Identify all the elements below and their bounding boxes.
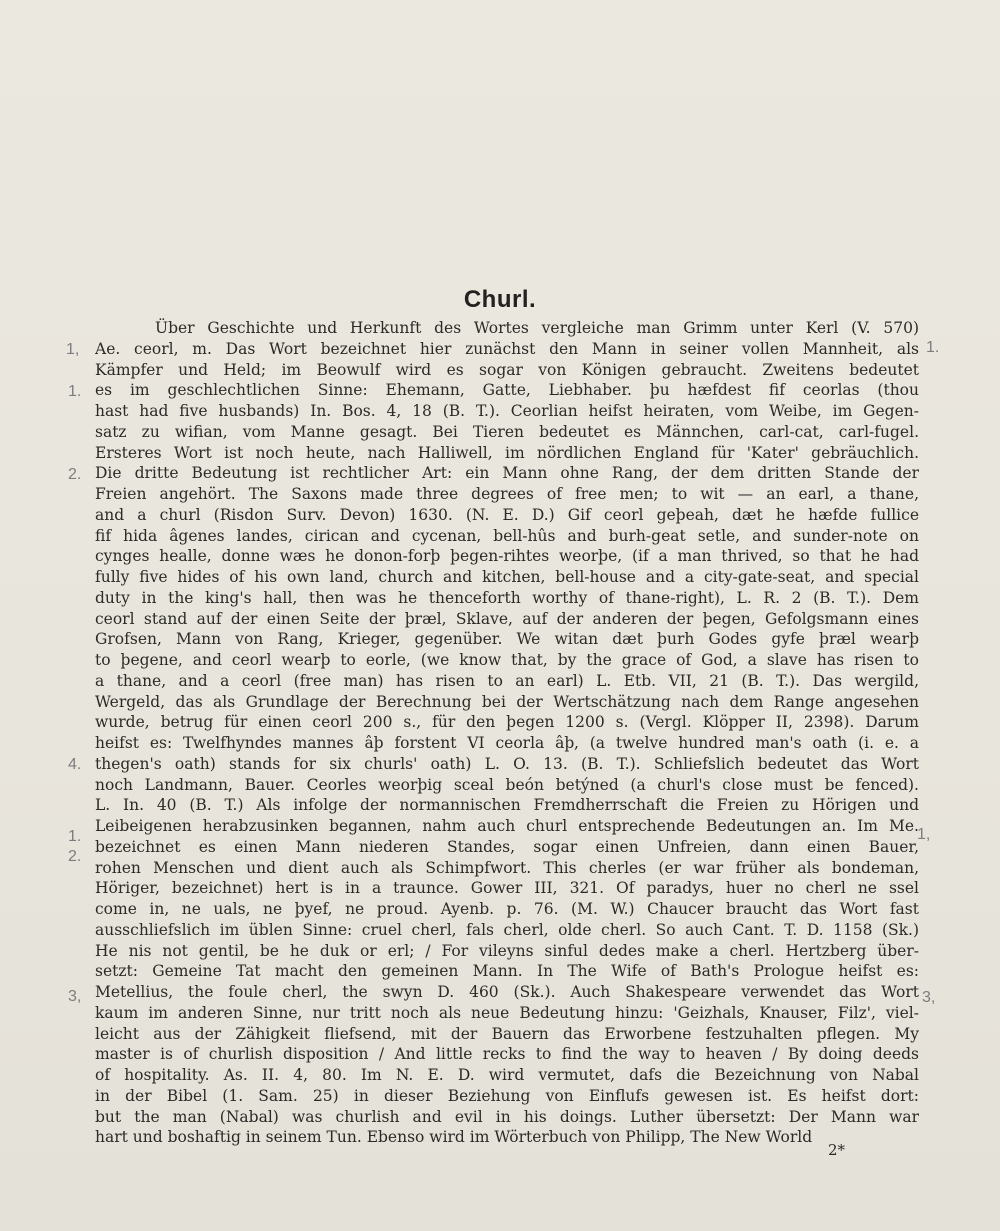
text-line: Grofsen, Mann von Rang, Krieger, gegenüber. We witan dæt þurh Godes gyfe þræl wearþ	[95, 630, 919, 649]
text-line: but the man (Nabal) was churlish and evil in his doings. Luther übersetzt: Der Mann war	[95, 1107, 919, 1126]
text-line: Metellius, the foule cherl, the swyn D. 460 (Sk.). Auch Shakespeare verwendet das Wort	[95, 983, 919, 1001]
margin-note: 2.	[68, 848, 82, 865]
text-line: cynges healle, donne wæs he donon-forþ þegen-rihtes weorþe, (if a man thrived, so that he had	[95, 547, 919, 566]
text-line: Ersteres Wort ist noch heute, nach Halliwell, im nördlichen England für 'Kater' gebräuchlich.	[95, 443, 919, 462]
text-line: satz zu wifian, vom Manne gesagt. Bei Tieren bedeutet es Männchen, carl-cat, carl-fugel.	[95, 422, 919, 441]
text-line: thegen's oath) stands for six churls' oath) L. O. 13. (B. T.). Schliefslich bedeutet das Wort	[95, 754, 919, 773]
text-line: es im geschlechtlichen Sinne: Ehemann, Gatte, Liebhaber. þu hæfdest fif ceorlas (thou	[95, 381, 919, 400]
margin-note: 1.	[68, 828, 82, 845]
page-title: Churl.	[463, 286, 537, 313]
text-line: hast had five husbands) In. Bos. 4, 18 (B. T.). Ceorlian heifst heiraten, vom Weibe, im Gegen-	[95, 402, 919, 420]
margin-note: 1.	[68, 383, 82, 400]
margin-note: 4.	[68, 756, 82, 773]
margin-note: 2.	[68, 466, 82, 483]
text-line: hart und boshaftig in seinem Tun. Ebenso wird im Wörterbuch von Philipp, The New World	[95, 1128, 813, 1147]
text-line: a thane, and a ceorl (free man) has risen to an earl) L. Etb. VII, 21 (B. T.). Das wergild,	[95, 671, 919, 690]
text-line: setzt: Gemeine Tat macht den gemeinen Mann. In The Wife of Bath's Prologue heifst es:	[95, 962, 919, 981]
text-line: rohen Menschen und dient auch als Schimpfwort. This cherles (er war früher als bondeman,	[95, 858, 919, 877]
margin-note: 1,	[66, 341, 80, 358]
text-line: He nis not gentil, be he duk or erl; / For vileyns sinful dedes make a cherl. Hertzberg über-	[95, 941, 919, 960]
text-line: Ae. ceorl, m. Das Wort bezeichnet hier zunächst den Mann in seiner vollen Mannheit, als	[95, 339, 919, 358]
text-line: L. In. 40 (B. T.) Als infolge der normannischen Fremdherrschaft die Freien zu Hörigen und	[95, 796, 919, 815]
text-line: Höriger, bezeichnet) hert is in a traunce. Gower III, 321. Of paradys, huer no cherl ne ssel	[95, 879, 919, 898]
text-line: fully five hides of his own land, church and kitchen, bell-house and a city-gate-seat, and special	[95, 568, 919, 586]
text-line: fif hida âgenes landes, cirican and cycenan, bell-hûs and burh-geat setle, and sunder-note on	[95, 526, 919, 545]
text-line: ceorl stand auf der einen Seite der þræl, Sklave, auf der anderen der þegen, Gefolgsmann eines	[95, 609, 919, 628]
text-line: wurde, betrug für einen ceorl 200 s., für den þegen 1200 s. (Vergl. Klöpper II, 2398). Darum	[95, 713, 919, 732]
text-line: Kämpfer und Held; im Beowulf wird es sogar von Königen gebraucht. Zweitens bedeutet	[95, 360, 919, 379]
page-number: 2*	[828, 1141, 846, 1159]
text-line: kaum im anderen Sinne, nur tritt noch als neue Bedeutung hinzu: 'Geizhals, Knauser, Filz', viel-	[95, 1003, 919, 1022]
text-line: Über Geschichte und Herkunft des Wortes vergleiche man Grimm unter Kerl (V. 570)	[155, 319, 919, 337]
margin-note: 3,	[68, 988, 82, 1005]
text-line: of hospitality. As. II. 4, 80. Im N. E. D. wird vermutet, dafs die Bezeichnung von Nabal	[95, 1066, 919, 1084]
text-line: noch Landmann, Bauer. Ceorles weorþig sceal beón betýned (a churl's close must be fenced).	[95, 775, 919, 794]
text-line: master is of churlish disposition / And little recks to find the way to heaven / By doing deeds	[95, 1045, 919, 1064]
body-text	[95, 318, 919, 1148]
text-line: heifst es: Twelfhyndes mannes âþ forstent VI ceorla âþ, (a twelve hundred man's oath (i. e. a	[95, 734, 919, 752]
text-line: come in, ne uals, ne þyef, ne proud. Ayenb. p. 76. (M. W.) Chaucer braucht das Wort fast	[95, 900, 919, 918]
text-line: in der Bibel (1. Sam. 25) in dieser Beziehung von Einflufs gewesen ist. Es heifst dort:	[95, 1086, 919, 1105]
text-line: bezeichnet es einen Mann niederen Standes, sogar einen Unfreien, dann einen Bauer,	[95, 837, 919, 856]
text-line: Leibeigenen herabzusinken begannen, nahm auch churl entsprechende Bedeutungen an. Im Me.	[95, 817, 919, 835]
text-line: to þegene, and ceorl wearþ to eorle, (we know that, by the grace of God, a slave has risen to	[95, 651, 919, 669]
text-line: Die dritte Bedeutung ist rechtlicher Art: ein Mann ohne Rang, der dem dritten Stande der	[95, 464, 919, 483]
text-line: Wergeld, das als Grundlage der Berechnung bei der Wertschätzung nach dem Range angesehen	[95, 692, 919, 711]
text-line: duty in the king's hall, then was he thenceforth worthy of thane-right), L. R. 2 (B. T.). Dem	[95, 588, 919, 607]
text-line: Freien angehört. The Saxons made three degrees of free men; to wit — an earl, a thane,	[95, 485, 919, 503]
text-line: and a churl (Risdon Surv. Devon) 1630. (N. E. D.) Gif ceorl geþeah, dæt he hæfde fullice	[95, 505, 919, 524]
margin-note: 1.	[926, 339, 940, 356]
margin-note: 1,	[917, 826, 931, 843]
text-line: ausschliefslich im üblen Sinne: cruel cherl, fals cherl, olde cherl. So auch Cant. T. D. 1158 (Sk.)	[95, 920, 919, 939]
margin-note: 3,	[922, 989, 936, 1006]
text-line: leicht aus der Zähigkeit fliefsend, mit der Bauern das Erworbene festzuhalten pflegen. My	[95, 1024, 919, 1043]
